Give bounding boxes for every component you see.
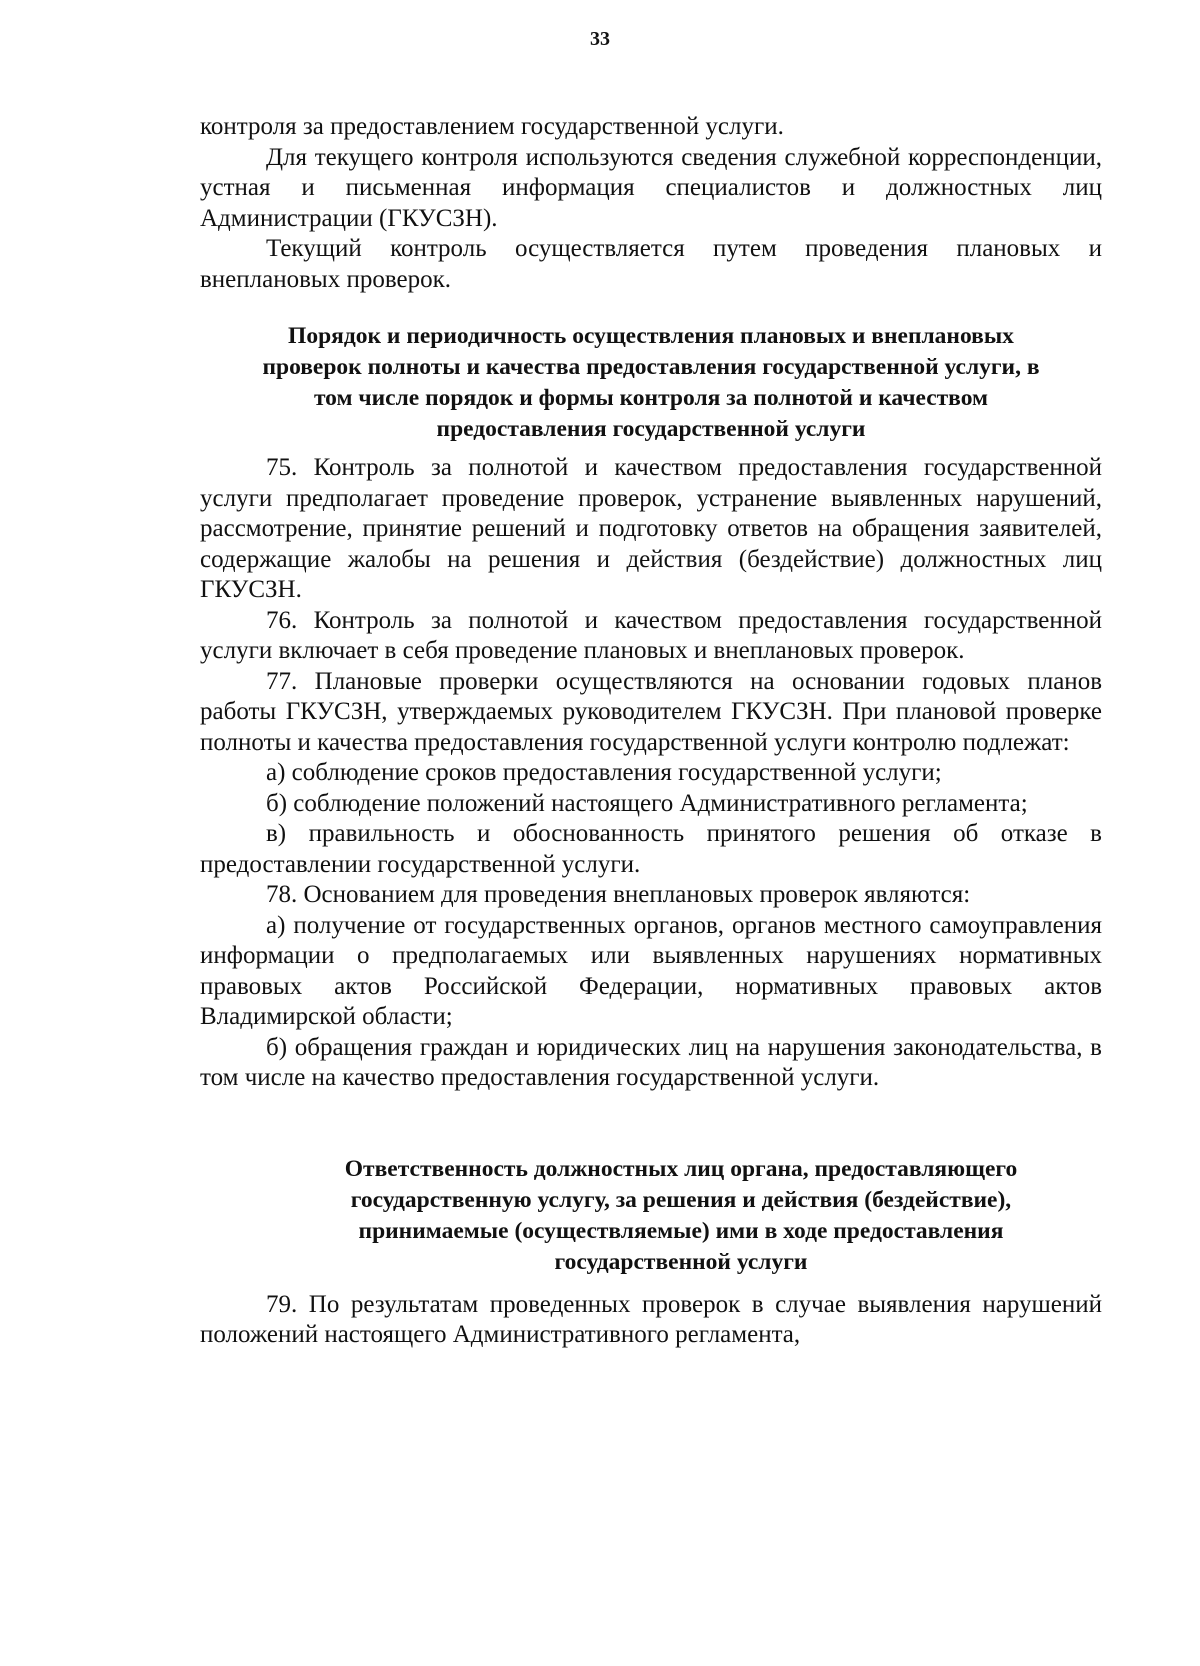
paragraph-77-c: в) правильность и обоснованность принятого решения об отказе в предоставлении государственной услуги. bbox=[200, 820, 1102, 878]
heading-line: государственную услугу, за решения и действия (бездействие), bbox=[350, 1186, 1012, 1213]
paragraph-78-b: б) обращения граждан и юридических лиц на нарушения законодательства, в том числе на качество предоставления государственной услуги. bbox=[200, 1033, 1102, 1091]
heading-line: Порядок и периодичность осуществления плановых и внеплановых bbox=[288, 323, 1014, 349]
inspections-section bbox=[200, 453, 1102, 1094]
paragraph-continuation: контроля за предоставлением государственной услуги. bbox=[200, 113, 784, 140]
section-heading-responsibility bbox=[200, 1154, 1102, 1278]
paragraph-79: 79. По результатам проведенных проверок в случае выявления нарушений положений настоящего Административного регламента, bbox=[200, 1290, 1102, 1348]
responsibility-section bbox=[200, 1290, 1102, 1351]
paragraph-78-a: а) получение от государственных органов, органов местного самоуправления информации о предполагаемых или выявленных нарушениях нормативных правовых актов Российской Федерации, нормативных правовых актов Владимирской области; bbox=[200, 911, 1102, 1030]
paragraph-76: 76. Контроль за полнотой и качеством предоставления государственной услуги включает в себя проведение плановых и внеплановых проверок. bbox=[200, 606, 1102, 664]
heading-line: том числе порядок и формы контроля за полнотой и качеством bbox=[313, 385, 989, 411]
paragraph-current-control-sources: Для текущего контроля используются сведения служебной корреспонденции, устная и письменная информация специалистов и должностных лиц Администрации (ГКУСЗН). bbox=[200, 143, 1102, 232]
heading-line: государственной услуги bbox=[554, 1248, 808, 1275]
paragraph-current-control-method: Текущий контроль осуществляется путем проведения плановых и внеплановых проверок. bbox=[200, 235, 1102, 293]
document-body bbox=[200, 112, 1102, 1351]
paragraph-77-b: б) соблюдение положений настоящего Административного регламента; bbox=[266, 789, 1028, 817]
heading-line: Ответственность должностных лиц органа, предоставляющего bbox=[344, 1155, 1018, 1182]
paragraph-78: 78. Основанием для проведения внеплановых проверок являются: bbox=[266, 881, 971, 908]
paragraph-77-a: а) соблюдение сроков предоставления государственной услуги; bbox=[266, 759, 942, 786]
heading-line: принимаемые (осуществляемые) ими в ходе предоставления bbox=[358, 1217, 1004, 1244]
paragraph-77: 77. Плановые проверки осуществляются на основании годовых планов работы ГКУСЗН, утверждаемых руководителем ГКУСЗН. При плановой проверке полноты и качества предоставления государственной услуги контролю подлежат: bbox=[200, 667, 1102, 756]
intro-section bbox=[200, 112, 1102, 295]
heading-line: предоставления государственной услуги bbox=[436, 416, 866, 442]
page-number: 33 bbox=[590, 28, 610, 50]
section-heading-inspections bbox=[200, 321, 1102, 445]
paragraph-75: 75. Контроль за полнотой и качеством предоставления государственной услуги предполагает проведение проверок, устранение выявленных нарушений, рассмотрение, принятие решений и подготовку ответов на обращения заявителей, содержащие жалобы на решения и действия (бездействие) должностных лиц ГКУСЗН. bbox=[200, 454, 1102, 603]
heading-line: проверок полноты и качества предоставления государственной услуги, в bbox=[262, 354, 1040, 380]
